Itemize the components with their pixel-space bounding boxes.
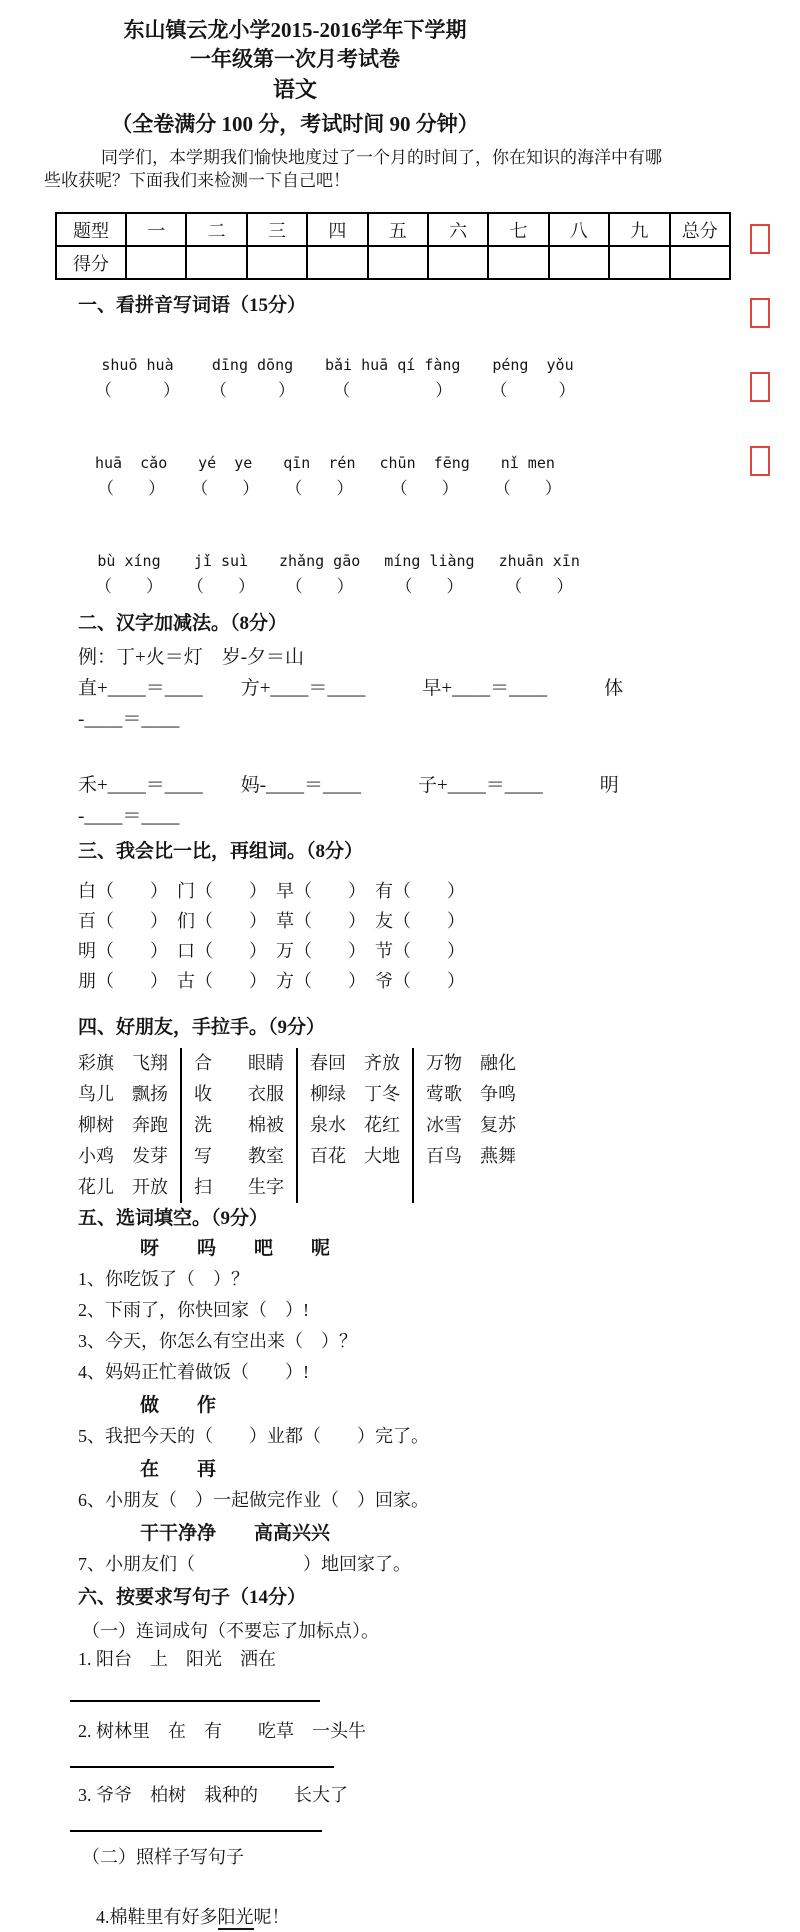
pinyin-word-group [95, 548, 163, 600]
match-pair: 春回 齐放 [310, 1053, 400, 1073]
pinyin-word-group [499, 548, 580, 600]
matching-group-2 [182, 1048, 298, 1203]
answer-bracket: （ ） [390, 479, 459, 498]
score-entry-cell [670, 246, 730, 279]
score-entry-cell [186, 246, 246, 279]
score-table-header-cell: 八 [549, 213, 609, 246]
word-bank-3: 在 再 [140, 1459, 217, 1480]
matching-group-4 [414, 1048, 528, 1203]
score-table-header-cell: 四 [307, 213, 367, 246]
section6-heading: 六、按要求写句子（14分） [78, 1587, 307, 1608]
pinyin-text: jǐ suì [193, 552, 249, 570]
page-title-line1: 东山镇云龙小学2015-2016学年下学期 [123, 18, 467, 42]
answer-bracket: （ ） [505, 577, 574, 596]
score-table-header-cell: 六 [428, 213, 488, 246]
intro-line-1: 同学们，本学期我们愉快地度过了一个月的时间了，你在知识的海洋中有哪 [101, 148, 662, 167]
sentence-item-3: 3. 爷爷 柏树 栽种的 长大了 [78, 1785, 348, 1805]
paper-header [0, 0, 590, 138]
score-entry-cell [368, 246, 428, 279]
pinyin-text: dīng dōng [211, 356, 294, 374]
answer-bracket: （ ） [191, 479, 260, 498]
score-entry-cell [609, 246, 669, 279]
underlined-word: 阳光 [218, 1907, 254, 1930]
fill-question-5: 5、我把今天的（ ）业都（ ）完了。 [78, 1426, 429, 1446]
pinyin-text: huā cǎo [95, 454, 168, 472]
pinyin-text: zhǎng gāo [279, 552, 361, 570]
score-table-header-cell: 九 [609, 213, 669, 246]
sentence-item-4 [78, 1878, 800, 1932]
answer-bracket: （ ） [285, 577, 354, 596]
char-math-line: -____＝____ [78, 806, 180, 827]
word-bank-2: 做 作 [140, 1395, 217, 1416]
compare-word-row: 百（ ） 们（ ） 草（ ） 友（ ） [78, 911, 465, 931]
fill-question-4: 4、妈妈正忙着做饭（ ）! [78, 1362, 309, 1382]
score-table [55, 212, 731, 280]
section5-heading: 五、选词填空。（9分） [78, 1208, 269, 1229]
answer-bracket: （ ） [490, 381, 576, 400]
pinyin-word-group [279, 548, 360, 600]
match-pair: 收 衣服 [194, 1084, 284, 1104]
match-pair: 万物 融化 [426, 1053, 516, 1073]
pinyin-word-group [95, 450, 167, 502]
match-pair: 合 眼睛 [194, 1053, 284, 1073]
score-table-header-cell: 总分 [670, 213, 730, 246]
answer-bracket: （ ） [210, 381, 295, 400]
section2-heading: 二、汉字加减法。（8分） [78, 613, 288, 634]
answer-bracket: （ ） [95, 381, 180, 400]
pinyin-word-group [494, 450, 562, 502]
match-pair: 柳绿 丁冬 [310, 1084, 400, 1104]
score-table-header-cell: 题型 [56, 213, 126, 246]
red-margin-mark-box [750, 446, 770, 476]
match-pair: 扫 生字 [194, 1177, 284, 1197]
match-pair: 百花 大地 [310, 1146, 400, 1166]
match-pair: 冰雪 复苏 [426, 1115, 516, 1135]
pinyin-text: zhuān xīn [498, 552, 580, 570]
pinyin-text: péng yǒu [492, 356, 574, 374]
match-pair: 彩旗 飞翔 [78, 1053, 168, 1073]
section1-heading: 一、看拼音写词语（15分） [78, 295, 307, 316]
score-entry-cell [488, 246, 548, 279]
score-table-header-cell: 三 [247, 213, 307, 246]
pinyin-word-group [380, 450, 470, 502]
pinyin-word-group [95, 352, 180, 404]
match-pair: 写 教室 [194, 1146, 284, 1166]
answer-bracket: （ ） [395, 577, 464, 596]
score-table-score-row [56, 246, 730, 279]
pinyin-row-1 [95, 352, 800, 404]
score-entry-cell [247, 246, 307, 279]
char-math-line: 直+____＝____ 方+____＝____ 早+____＝____ 体 [78, 678, 624, 699]
pinyin-word-group [325, 352, 460, 404]
pinyin-row-2 [95, 450, 800, 502]
example-line: 例：丁+火＝灯 岁-夕＝山 [78, 647, 305, 668]
answer-bracket: （ ） [97, 479, 166, 498]
match-pair: 泉水 花红 [310, 1115, 400, 1135]
match-pair: 鸟儿 飘扬 [78, 1084, 168, 1104]
red-margin-mark-box [750, 224, 770, 254]
compare-word-row: 白（ ） 门（ ） 早（ ） 有（ ） [78, 881, 465, 901]
red-margin-mark-box [750, 298, 770, 328]
score-label-cell: 得分 [56, 246, 126, 279]
pinyin-text: bù xíng [97, 552, 161, 570]
pinyin-word-group [490, 352, 575, 404]
match-pair [426, 1172, 516, 1203]
match-pair: 莺歌 争鸣 [426, 1084, 516, 1104]
score-table-header-cell: 五 [368, 213, 428, 246]
pinyin-word-group [283, 450, 355, 502]
matching-table [78, 1048, 800, 1203]
match-pair: 小鸡 发芽 [78, 1146, 168, 1166]
score-table-header-cell: 七 [488, 213, 548, 246]
word-bank-1: 呀 吗 吧 呢 [140, 1238, 331, 1259]
pinyin-text: míng liàng [384, 552, 475, 570]
pinyin-text: nǐ men [500, 454, 555, 472]
section3-heading: 三、我会比一比，再组词。（8分） [78, 841, 364, 862]
intro-line-2: 些收获呢？下面我们来检测一下自己吧！ [44, 171, 350, 190]
answer-bracket: （ ） [493, 479, 562, 498]
match-pair: 百鸟 燕舞 [426, 1146, 516, 1166]
fill-question-3: 3、今天，你怎么有空出来（ ）？ [78, 1331, 357, 1351]
intro-paragraph [44, 146, 662, 192]
char-math-line: 禾+____＝____ 妈-____＝____ 子+____＝____ 明 [78, 775, 619, 796]
pinyin-text: qīn rén [283, 454, 356, 472]
compare-word-row: 朋（ ） 古（ ） 方（ ） 爷（ ） [78, 971, 465, 991]
section4-heading: 四、好朋友，手拉手。（9分） [78, 1017, 326, 1038]
subject-title: 语文 [272, 77, 317, 102]
answer-line [70, 1700, 320, 1702]
sentence-suffix: 呢！ [253, 1907, 290, 1927]
fill-question-6: 6、小朋友（ ）一起做完作业（ ）回家。 [78, 1490, 429, 1510]
pinyin-text: chūn fēng [379, 454, 470, 472]
pinyin-word-group [384, 548, 474, 600]
part1-label: （一）连词成句（不要忘了加标点）。 [82, 1621, 379, 1641]
score-entry-cell [307, 246, 367, 279]
sentence-item-2: 2. 树林里 在 有 吃草 一头牛 [78, 1721, 366, 1741]
answer-line [70, 1830, 322, 1832]
answer-bracket: （ ） [285, 479, 354, 498]
pinyin-row-3 [95, 548, 800, 600]
fill-question-1: 1、你吃饭了（ ）？ [78, 1269, 249, 1289]
sentence-item-1: 1. 阳台 上 阳光 洒在 [78, 1649, 276, 1669]
score-entry-cell [126, 246, 186, 279]
page-title-line2: 一年级第一次月考试卷 [190, 47, 400, 71]
matching-group-3 [298, 1048, 414, 1203]
compare-word-row: 明（ ） 口（ ） 万（ ） 节（ ） [78, 941, 465, 961]
score-table-header-cell: 一 [126, 213, 186, 246]
answer-line [70, 1766, 334, 1768]
score-entry-cell [549, 246, 609, 279]
word-bank-4: 干干净净 高高兴兴 [140, 1523, 331, 1544]
fill-question-2: 2、下雨了，你快回家（ ）! [78, 1300, 309, 1320]
char-math-line: -____＝____ [78, 709, 180, 730]
match-pair: 花儿 开放 [78, 1177, 168, 1197]
pinyin-text: yé ye [198, 454, 253, 472]
red-margin-mark-box [750, 372, 770, 402]
match-pair [310, 1172, 400, 1203]
pinyin-word-group [191, 450, 259, 502]
pinyin-word-group [187, 548, 255, 600]
compare-words-block [0, 876, 800, 996]
fill-question-7: 7、小朋友们（ ）地回家了。 [78, 1554, 411, 1574]
exam-info: （全卷满分 100 分，考试时间 90 分钟） [111, 112, 479, 136]
match-pair: 洗 棉被 [194, 1115, 284, 1135]
score-table-type-row [56, 213, 730, 246]
score-table-header-cell: 二 [186, 213, 246, 246]
sentence-prefix: 4.棉鞋里有好多 [96, 1907, 218, 1927]
part2-label: （二）照样子写句子 [82, 1847, 244, 1867]
score-entry-cell [428, 246, 488, 279]
pinyin-word-group [210, 352, 295, 404]
match-pair: 柳树 奔跑 [78, 1115, 168, 1135]
matching-group-1 [78, 1048, 182, 1203]
answer-bracket: （ ） [187, 577, 255, 596]
pinyin-text: bǎi huā qí fàng [325, 356, 461, 374]
answer-bracket: （ ） [95, 577, 163, 596]
answer-bracket: （ ） [333, 381, 453, 400]
pinyin-text: shuō huà [101, 356, 174, 374]
